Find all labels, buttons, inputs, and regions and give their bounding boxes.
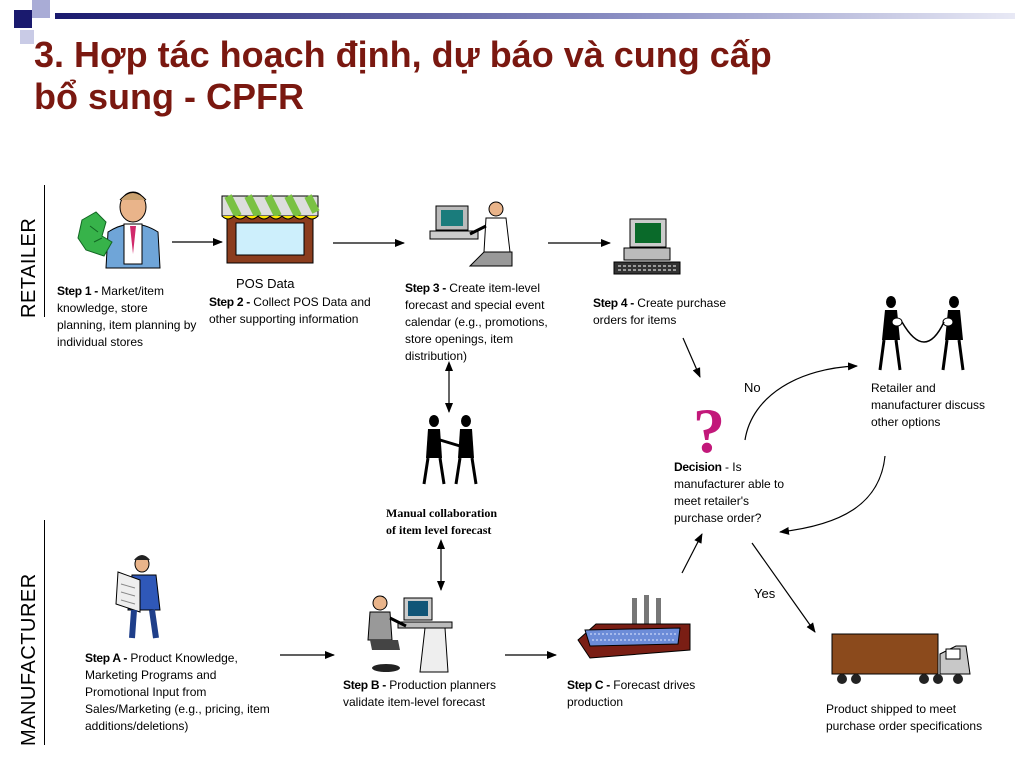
step4-description: Create purchase orders for items	[593, 296, 727, 327]
arrow-step4-decision	[683, 338, 700, 377]
decision-question-icon: ?	[693, 395, 725, 466]
factory-icon	[578, 595, 690, 658]
person-newspaper-icon	[116, 555, 160, 638]
collaboration-caption	[386, 505, 546, 539]
title-line-1: 3. Hợp tác hoạch định, dự báo và cung cấp	[34, 34, 772, 75]
collaboration-line-2: of item level forecast	[386, 523, 492, 537]
stepC-label: Step C -	[567, 678, 610, 692]
step4-text	[593, 295, 738, 329]
stepA-label: Step A -	[85, 651, 128, 665]
stepB-text	[343, 677, 508, 711]
shipped-text: Product shipped to meet purchase order specifications	[826, 702, 983, 733]
discuss-text: Retailer and manufacturer discuss other options	[871, 381, 986, 429]
stepC-text	[567, 677, 707, 711]
lane-label-manufacturer: MANUFACTURER	[18, 573, 40, 746]
step1-description: Market/item knowledge, store planning, item planning by individual stores	[57, 284, 197, 349]
arrow-decision-no	[745, 366, 857, 440]
step3-description: Create item-level forecast and special event calendar (e.g., promotions, store openings, item distribution)	[405, 281, 548, 363]
collaboration-line-1: Manual collaboration	[386, 506, 498, 520]
stepB-label: Step B -	[343, 678, 386, 692]
step3-label: Step 3 -	[405, 281, 446, 295]
computer-icon	[614, 219, 680, 274]
stepA-description: Product Knowledge, Marketing Programs and Promotional Input from Sales/Marketing (e.g., pricing, item additions/deletions)	[85, 651, 270, 733]
truck-icon	[832, 634, 970, 684]
arrow-stepC-decision	[682, 534, 702, 573]
store-icon	[222, 196, 318, 263]
person-computer-icon	[430, 202, 512, 266]
arrow-discuss-decision	[780, 456, 885, 532]
discussion-figures-icon	[880, 296, 963, 370]
step3-text	[405, 280, 560, 365]
decision-label: Decision	[674, 460, 722, 474]
lane-label-retailer: RETAILER	[18, 217, 40, 318]
step2-text	[209, 294, 384, 328]
no-label: No	[744, 380, 761, 395]
stepB-description: Production planners validate item-level forecast	[343, 678, 497, 709]
stepC-description: Forecast drives production	[567, 678, 696, 709]
decision-description: - Is manufacturer able to meet retailer's purchase order?	[674, 460, 785, 525]
step2-label: Step 2 -	[209, 295, 250, 309]
decision-text	[674, 459, 792, 527]
step2-description: Collect POS Data and other supporting information	[209, 295, 371, 326]
stepA-text	[85, 650, 275, 735]
step4-label: Step 4 -	[593, 296, 634, 310]
title-line-2: bổ sung - CPFR	[34, 76, 304, 117]
person-money-icon	[78, 192, 160, 268]
step1-label: Step 1 -	[57, 284, 98, 298]
yes-label: Yes	[754, 586, 776, 601]
planner-workstation-icon	[368, 596, 452, 672]
handshake-icon	[424, 415, 476, 484]
step1-text	[57, 283, 197, 351]
pos-data-caption: POS Data	[236, 276, 295, 291]
